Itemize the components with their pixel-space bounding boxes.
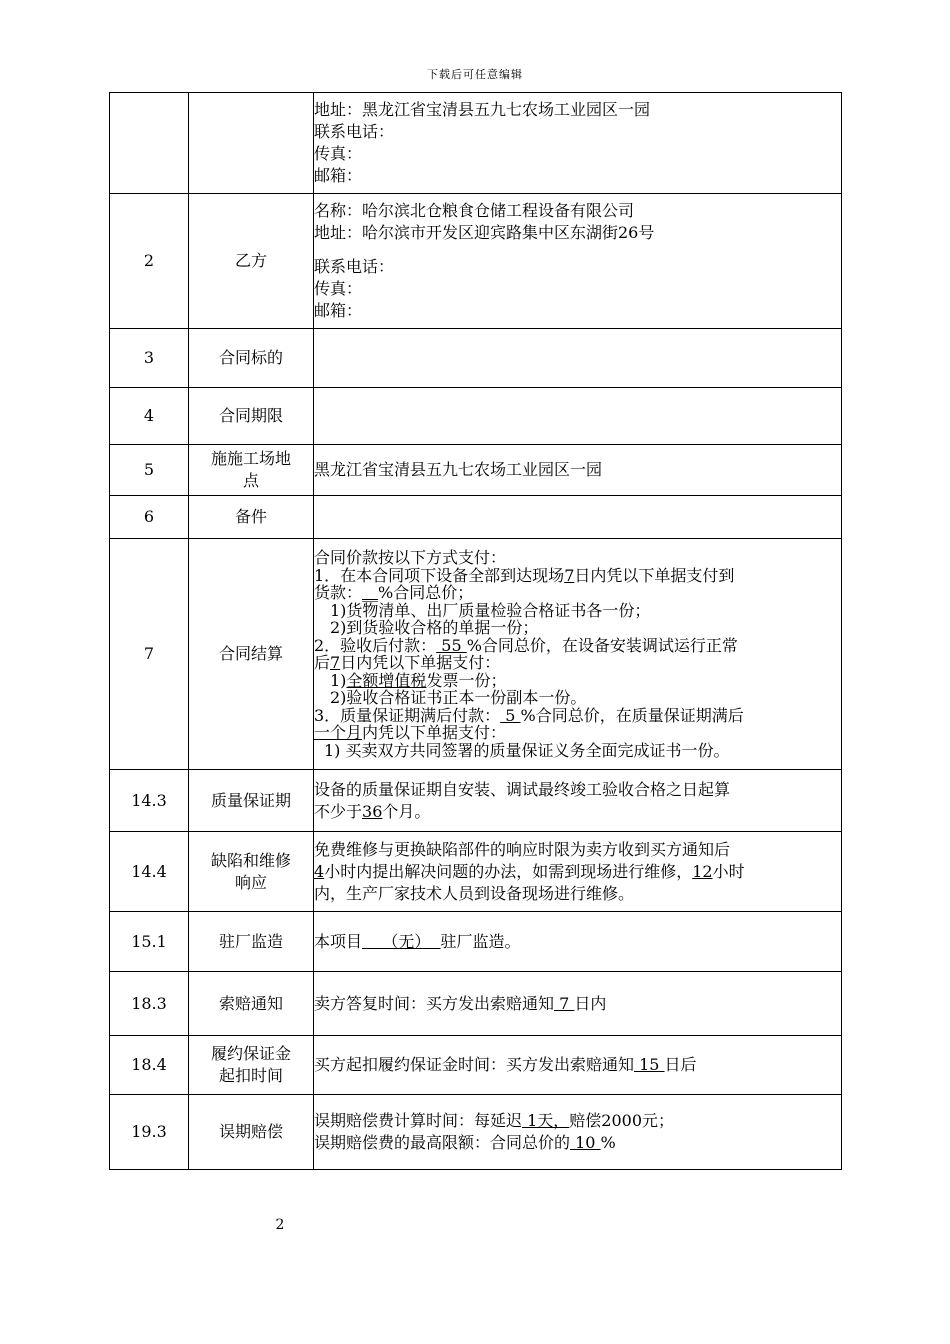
- site-address: 黑龙江省宝清县五九七农场工业园区一园: [314, 445, 842, 496]
- period-value: 一个月: [314, 723, 363, 742]
- text-line: [314, 1110, 841, 1132]
- text: 1): [330, 670, 347, 690]
- payment-item-3: [314, 707, 841, 725]
- row-number: [110, 93, 189, 194]
- row-label: 合同期限: [189, 388, 314, 445]
- text: 3．质量保证期满后付款：: [314, 705, 501, 725]
- table-row: [110, 445, 842, 496]
- row-label: [189, 832, 314, 912]
- text: 发票一份；: [426, 670, 507, 690]
- row-number: 19.3: [110, 1095, 189, 1170]
- payment-terms-cell: [314, 539, 842, 770]
- text: %合同总价；: [378, 583, 474, 602]
- contract-terms-table: [109, 92, 842, 1170]
- text-line: 免费维修与更换缺陷部件的响应时限为卖方收到买方通知后: [314, 839, 731, 859]
- row-label: [189, 445, 314, 496]
- table-row: [110, 770, 842, 832]
- text: 不少于: [314, 801, 363, 821]
- table-row: [110, 329, 842, 388]
- row-label-line: 施施工场地: [210, 449, 291, 468]
- payment-item-2: [314, 637, 841, 655]
- text: 货款：: [314, 583, 363, 602]
- payment-item-1-cont: [314, 584, 841, 602]
- supervision-cell: [314, 912, 842, 972]
- row-label-line: 履约保证金: [210, 1044, 291, 1063]
- delay-value: 1天，: [522, 1111, 570, 1130]
- company-name-line: 名称：哈尔滨北仓粮食仓储工程设备有限公司: [314, 201, 635, 220]
- document-item: 1)货物清单、出厂质量检验合格证书各一份；: [330, 600, 651, 620]
- percent-blank: __: [362, 583, 379, 602]
- row-label: [189, 1036, 314, 1095]
- text: 小时: [712, 861, 745, 881]
- text: 日后: [664, 1055, 697, 1074]
- header-note: 下载后可任意编辑: [427, 68, 523, 81]
- warranty-cell: [314, 770, 842, 832]
- row-label-line: 响应: [234, 872, 267, 892]
- text: 小时内提出解决问题的办法，如需到现场进行维修，: [324, 861, 693, 881]
- row-number: 14.3: [110, 770, 189, 832]
- underlined-term: 全额增值税: [346, 670, 427, 690]
- text: 赔偿2000元；: [569, 1111, 675, 1130]
- row-number: 5: [110, 445, 189, 496]
- row-number: 15.1: [110, 912, 189, 972]
- table-row: [110, 93, 842, 194]
- text: 日内凭以下单据支付到: [574, 565, 735, 585]
- text-line: 内，生产厂家技术人员到设备现场进行维修。: [314, 883, 635, 903]
- row-label: 合同结算: [189, 539, 314, 770]
- days-value: 7: [554, 993, 575, 1013]
- text: 买方起扣履约保证金时间：买方发出索赔通知: [314, 1055, 635, 1074]
- repair-response-cell: [314, 832, 842, 912]
- phone-line: 联系电话：: [314, 257, 395, 276]
- text: 日内: [574, 993, 607, 1013]
- email-line: 邮箱：: [314, 301, 363, 320]
- days-value: 15: [634, 1055, 665, 1074]
- row-label: 合同标的: [189, 329, 314, 388]
- text: %合同总价，在质量保证期满后: [520, 705, 744, 725]
- row-label: [189, 93, 314, 194]
- delay-compensation-cell: [314, 1095, 842, 1170]
- row-label: 质量保证期: [189, 770, 314, 832]
- document-item: 2)验收合格证书正本一份副本一份。: [330, 688, 587, 707]
- text-line: 设备的质量保证期自安装、调试最终竣工验收合格之日起算: [314, 779, 731, 799]
- table-row: [110, 1036, 842, 1095]
- table-row: [110, 972, 842, 1036]
- row-label: 驻厂监造: [189, 912, 314, 972]
- party-a-contact-cell: [314, 93, 842, 194]
- row-number: 18.3: [110, 972, 189, 1036]
- text: 个月。: [382, 801, 431, 821]
- row-content: [314, 388, 842, 445]
- email-line: 邮箱：: [314, 166, 363, 185]
- supervision-value: （无）: [362, 931, 441, 951]
- payment-item-3-cont: [314, 724, 841, 742]
- claim-notice-cell: [314, 972, 842, 1036]
- text: 后: [314, 653, 331, 672]
- row-number: 7: [110, 539, 189, 770]
- text: 本项目: [314, 931, 363, 951]
- page-number: 2: [275, 1217, 285, 1233]
- row-number: 6: [110, 496, 189, 539]
- phone-line: 联系电话：: [314, 122, 395, 141]
- text-line: [314, 1132, 841, 1154]
- table-row: [110, 496, 842, 539]
- text: 驻厂监造。: [440, 931, 521, 951]
- row-number: 14.4: [110, 832, 189, 912]
- days-value: 7: [330, 653, 341, 672]
- row-number: 4: [110, 388, 189, 445]
- fax-line: 传真：: [314, 144, 363, 163]
- table-row: [110, 912, 842, 972]
- row-content: [314, 329, 842, 388]
- document-item: 2)到货验收合格的单据一份；: [330, 618, 539, 637]
- table-row: [110, 539, 842, 770]
- row-number: 18.4: [110, 1036, 189, 1095]
- payment-item-1: [314, 567, 841, 585]
- row-label: 乙方: [189, 194, 314, 329]
- text: 误期赔偿费计算时间：每延迟: [314, 1111, 523, 1130]
- row-label-line: 点: [242, 471, 259, 490]
- fax-line: 传真：: [314, 279, 363, 298]
- document-item: 1) 买卖双方共同签署的质量保证义务全面完成证书一份。: [324, 740, 730, 760]
- payment-intro: 合同价款按以下方式支付：: [314, 548, 507, 567]
- row-label: 备件: [189, 496, 314, 539]
- row-label: 误期赔偿: [189, 1095, 314, 1170]
- row-label: 索赔通知: [189, 972, 314, 1036]
- row-content: [314, 496, 842, 539]
- row-number: 2: [110, 194, 189, 329]
- text-line: [314, 801, 841, 823]
- text: 1．在本合同项下设备全部到达现场: [314, 565, 565, 585]
- percent-value: 5: [500, 705, 521, 725]
- text: 误期赔偿费的最高限额：合同总价的: [314, 1133, 571, 1152]
- deposit-deduction-cell: [314, 1036, 842, 1095]
- row-number: 3: [110, 329, 189, 388]
- table-row: [110, 832, 842, 912]
- text: 日内凭以下单据支付：: [340, 653, 501, 672]
- row-label-line: 起扣时间: [218, 1066, 283, 1085]
- percent-value: 10: [570, 1133, 601, 1152]
- text: %合同总价，在设备安装调试运行正常: [466, 635, 738, 655]
- hours-value: 4: [314, 861, 325, 881]
- payment-item-2-cont: [314, 654, 841, 672]
- document-item: [314, 672, 841, 690]
- table-row: [110, 388, 842, 445]
- months-value: 36: [362, 801, 383, 821]
- text: %: [600, 1133, 616, 1152]
- percent-value: 55: [436, 635, 467, 655]
- table-row: [110, 1095, 842, 1170]
- text: 内凭以下单据支付：: [362, 723, 507, 742]
- address-line: 地址：哈尔滨市开发区迎宾路集中区东湖街26号: [314, 223, 655, 242]
- address-line: 地址：黑龙江省宝清县五九七农场工业园区一园: [314, 100, 651, 119]
- text: 卖方答复时间：买方发出索赔通知: [314, 993, 555, 1013]
- table-row: [110, 194, 842, 329]
- row-label-line: 缺陷和维修: [210, 850, 291, 870]
- days-value: 7: [564, 565, 575, 585]
- text: 2．验收后付款：: [314, 635, 437, 655]
- hours-value: 12: [692, 861, 713, 881]
- text-line: [314, 861, 841, 883]
- party-b-cell: [314, 194, 842, 329]
